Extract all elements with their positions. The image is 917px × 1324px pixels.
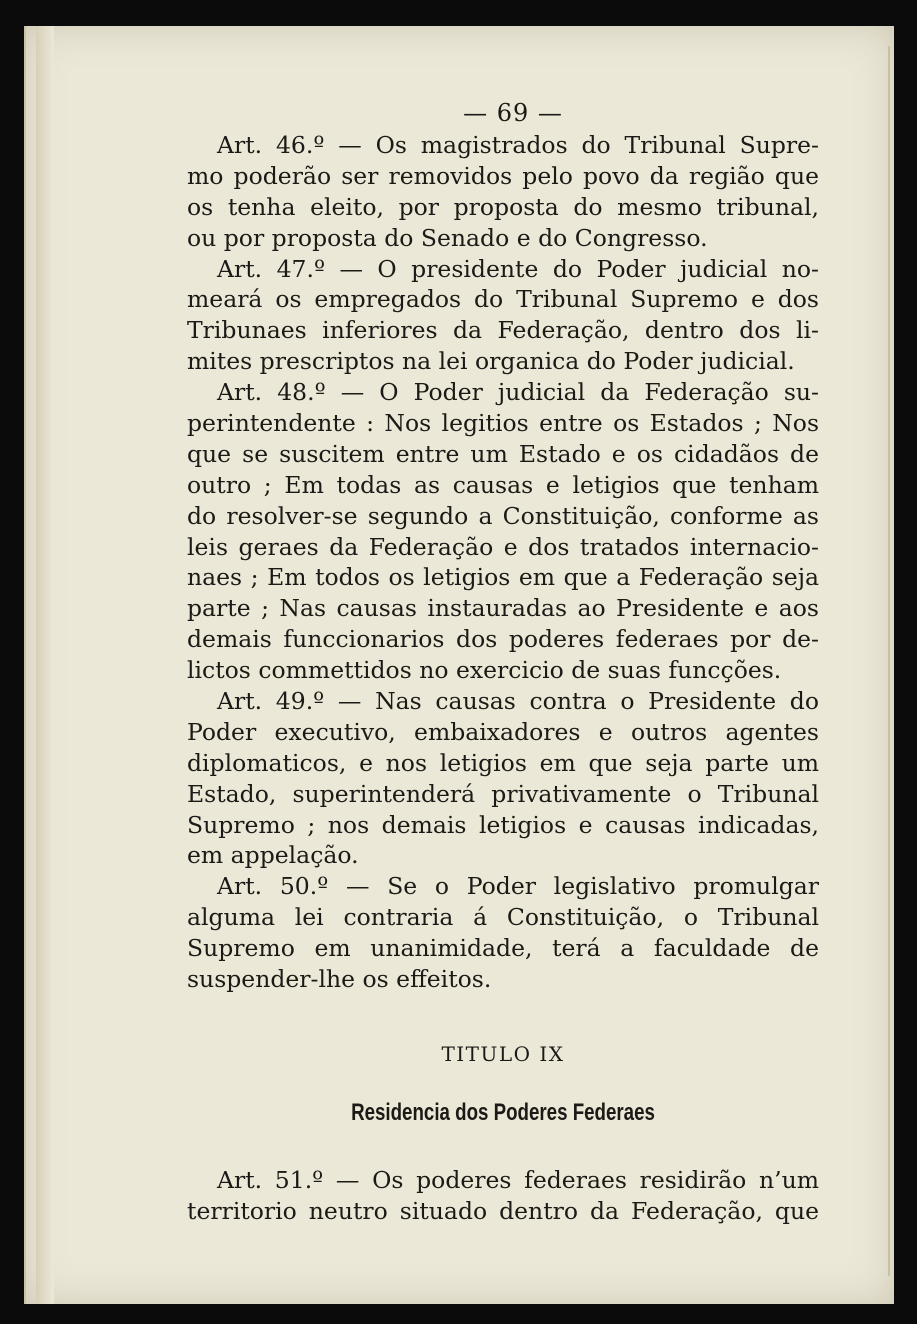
text-line: demais funccionarios dos poderes federaes por de-: [187, 625, 819, 654]
text-line: naes ; Em todos os letigios em que a Federação seja: [187, 563, 819, 592]
text-line: meará os empregados do Tribunal Supremo e dos: [187, 285, 819, 314]
text-line: Art. 50.º — Se o Poder legislativo promulgar: [217, 872, 819, 901]
text-block-articles-46-50: [187, 130, 819, 995]
book-page: [24, 26, 894, 1304]
page-number: — 69 —: [463, 99, 563, 127]
text-line: do resolver-se segundo a Constituição, conforme as: [187, 501, 819, 530]
page-fold-line: [888, 46, 890, 1276]
text-line: suspender-lhe os effeitos.: [187, 965, 492, 994]
text-line: outro ; Em todas as causas e letigios que tenham: [187, 470, 819, 499]
text-block-article-51: [187, 1165, 819, 1227]
text-line: Supremo ; nos demais letigios e causas indicadas,: [187, 810, 819, 839]
text-line: lictos commettidos no exercicio de suas funcções.: [187, 656, 782, 685]
text-line: Art. 51.º — Os poderes federaes residirão n’um: [217, 1165, 819, 1194]
text-line: ou por proposta do Senado e do Congresso.: [187, 223, 708, 252]
text-line: Art. 47.º — O presidente do Poder judicial no-: [217, 254, 819, 283]
text-line: leis geraes da Federação e dos tratados internacio-: [187, 532, 819, 561]
text-line: perintendente : Nos legitios entre os Estados ; Nos: [187, 409, 819, 438]
text-line: Estado, superintenderá privativamente o Tribunal: [187, 779, 819, 808]
text-line: que se suscitem entre um Estado e os cidadãos de: [187, 439, 819, 468]
page-content: [187, 96, 819, 1227]
text-line: diplomaticos, e nos letigios em que seja parte um: [187, 748, 819, 777]
text-line: Poder executivo, embaixadores e outros agentes: [187, 717, 819, 746]
text-line: Supremo em unanimidade, terá a faculdade de: [187, 934, 819, 963]
text-line: territorio neutro situado dentro da Federação, que: [187, 1196, 819, 1225]
text-line: Art. 49.º — Nas causas contra o Presidente do: [217, 687, 819, 716]
text-line: mo poderão ser removidos pelo povo da região que: [187, 161, 819, 190]
text-line: mites prescriptos na lei organica do Poder judicial.: [187, 347, 795, 376]
text-line: Art. 48.º — O Poder judicial da Federação su-: [217, 378, 819, 407]
text-line: Art. 46.º — Os magistrados do Tribunal Supre-: [217, 131, 819, 159]
text-line: alguma lei contraria á Constituição, o Tribunal: [187, 903, 819, 932]
text-line: Tribunaes inferiores da Federação, dentro dos li-: [187, 316, 819, 345]
text-line: os tenha eleito, por proposta do mesmo tribunal,: [187, 192, 819, 221]
section-title: TITULO IX: [441, 1041, 565, 1066]
page-gutter: [36, 26, 54, 1304]
section-heading: Residencia dos Poderes Federaes: [351, 1098, 655, 1126]
text-line: em appelação.: [187, 841, 359, 870]
text-line: parte ; Nas causas instauradas ao Presidente e aos: [187, 594, 819, 623]
